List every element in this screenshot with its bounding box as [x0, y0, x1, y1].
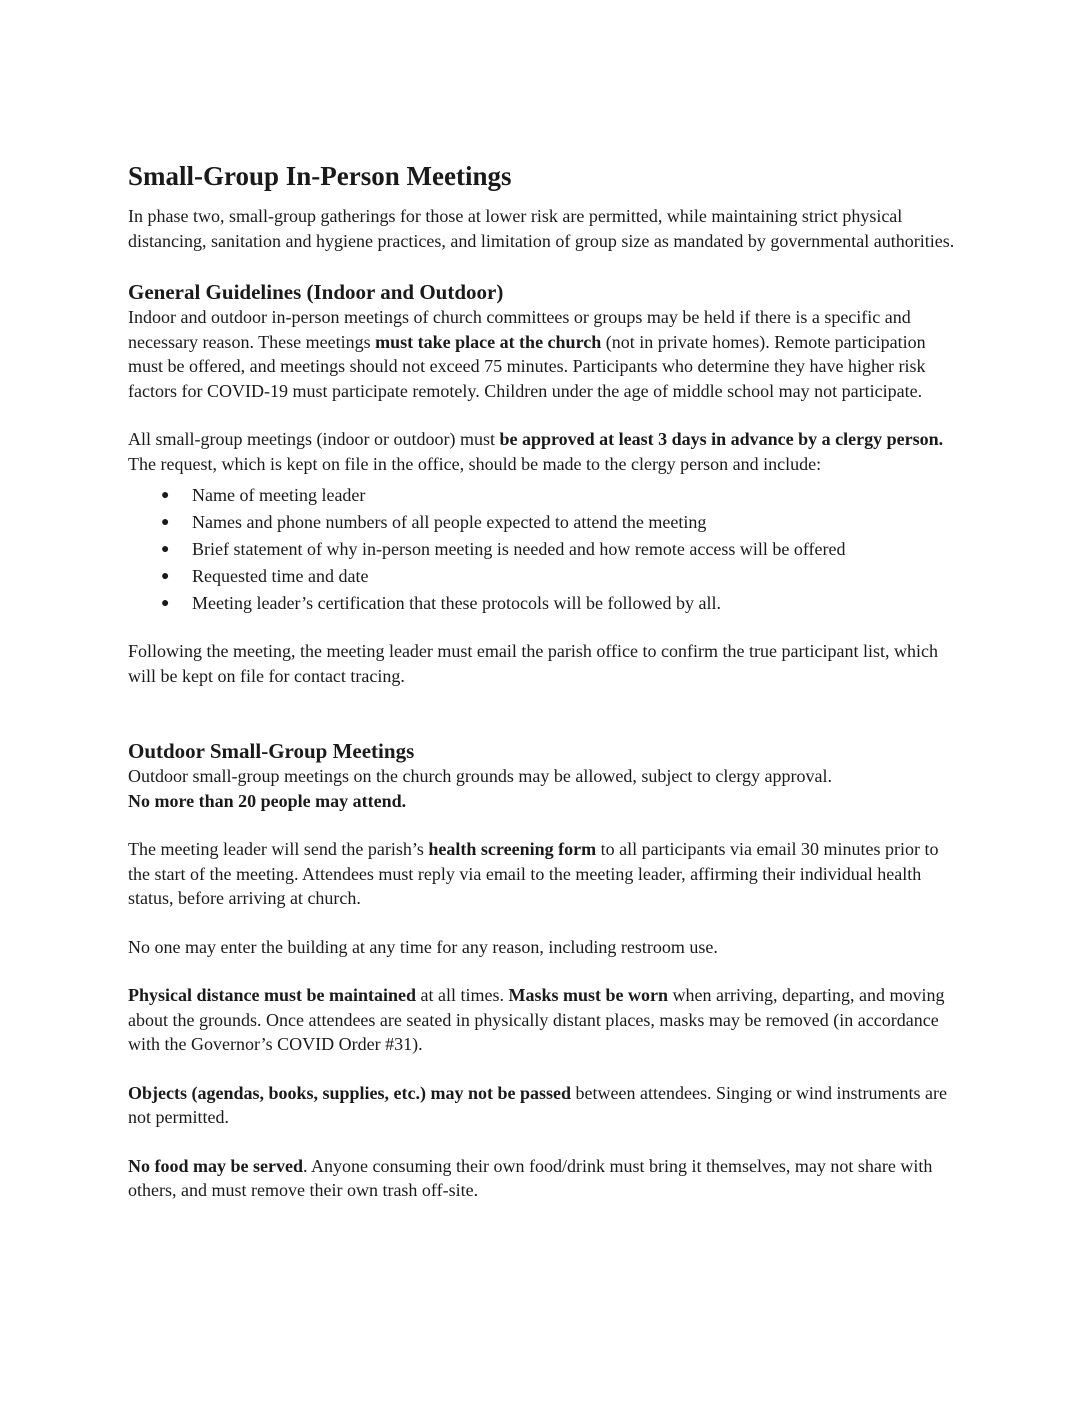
outdoor-p6-text: . Anyone consuming their own food/drink must bring it themselves, may not share with others, and must remove their own trash off-site.	[128, 1155, 933, 1200]
outdoor-p2-bold: health screening form	[428, 839, 597, 859]
list-item	[128, 536, 963, 563]
intro-paragraph	[128, 204, 963, 253]
general-paragraph-1	[128, 305, 963, 403]
general-p2-text-a: All small-group meetings (indoor or outdoor) must	[128, 429, 500, 449]
list-item-text: Names and phone numbers of all people expected to attend the meeting	[192, 512, 707, 532]
outdoor-paragraph-6	[128, 1154, 963, 1203]
bullet-icon: ●	[161, 569, 170, 584]
outdoor-p2-text-a: The meeting leader will send the parish’s	[128, 839, 429, 859]
general-p1-bold: must take place at the church	[375, 331, 602, 352]
outdoor-paragraph-5	[128, 1081, 963, 1130]
list-item	[128, 509, 963, 536]
outdoor-p4-bold-a: Physical distance must be maintained	[128, 985, 417, 1005]
outdoor-p1-text: Outdoor small-group meetings on the church grounds may be allowed, subject to clergy approval.	[128, 766, 832, 786]
outdoor-paragraph-2	[128, 837, 963, 911]
general-p3-text: Following the meeting, the meeting leader must email the parish office to confirm the true participant list, which will be kept on file for contact tracing.	[128, 641, 938, 686]
request-requirements-list	[128, 482, 963, 617]
outdoor-p4-text-d: when arriving, departing, and moving about the grounds. Once attendees are seated in physically distant places, masks may be removed (in accordance with the Governor’s COVID Order #31).	[128, 985, 945, 1054]
list-item-text: Brief statement of why in-person meeting is needed and how remote access will be offered	[192, 539, 846, 559]
list-item	[128, 482, 963, 509]
page-title: Small-Group In-Person Meetings	[128, 161, 512, 191]
general-paragraph-3	[128, 639, 963, 688]
outdoor-p4-bold-c: Masks must be worn	[508, 985, 669, 1005]
outdoor-meetings-heading: Outdoor Small-Group Meetings	[128, 739, 415, 763]
general-p2-bold: be approved at least 3 days in advance by a clergy person.	[499, 429, 944, 449]
outdoor-paragraph-4	[128, 983, 963, 1057]
intro-text: In phase two, small-group gatherings for those at lower risk are permitted, while maintaining strict physical distancing, sanitation and hygiene practices, and limitation of group size as mandated by governmental authorities.	[128, 206, 955, 251]
outdoor-p1-bold: No more than 20 people may attend.	[128, 790, 407, 811]
outdoor-p3-text: No one may enter the building at any time for any reason, including restroom use.	[128, 936, 718, 957]
list-item	[128, 563, 963, 590]
general-p2-text-c: The request, which is kept on file in the office, should be made to the clergy person and include:	[128, 453, 822, 474]
list-item	[128, 590, 963, 617]
outdoor-p4-text-b: at all times.	[416, 985, 509, 1005]
general-paragraph-2	[128, 427, 963, 476]
document-page	[128, 158, 963, 1203]
outdoor-p5-text: between attendees. Singing or wind instruments are not permitted.	[128, 1082, 947, 1127]
outdoor-p6-bold: No food may be served	[128, 1155, 303, 1176]
general-p1-text-a: Indoor and outdoor in-person meetings of church committees or groups may be held if there is a specific and necessary reason. These meetings	[128, 307, 911, 352]
outdoor-paragraph-3	[128, 935, 963, 960]
outdoor-paragraph-1	[128, 764, 963, 813]
general-p1-text-c: (not in private homes). Remote participation must be offered, and meetings should not exceed 75 minutes. Participants who determine they have higher risk factors for COVID-19 must participate remotely. Children under the age of middle school may not participate.	[128, 331, 926, 401]
bullet-icon: ●	[161, 515, 170, 530]
list-item-text: Meeting leader’s certification that these protocols will be followed by all.	[192, 593, 722, 613]
outdoor-p2-text-c: to all participants via email 30 minutes prior to the start of the meeting. Attendees must reply via email to the meeting leader, affirming their individual health status, before arriving at church.	[128, 839, 939, 908]
bullet-icon: ●	[161, 488, 170, 503]
bullet-icon: ●	[161, 542, 170, 557]
list-item-text: Requested time and date	[192, 566, 369, 586]
bullet-icon: ●	[161, 596, 170, 611]
outdoor-p5-bold: Objects (agendas, books, supplies, etc.) may not be passed	[128, 1082, 572, 1103]
list-item-text: Name of meeting leader	[192, 485, 366, 505]
general-guidelines-heading: General Guidelines (Indoor and Outdoor)	[128, 280, 504, 304]
